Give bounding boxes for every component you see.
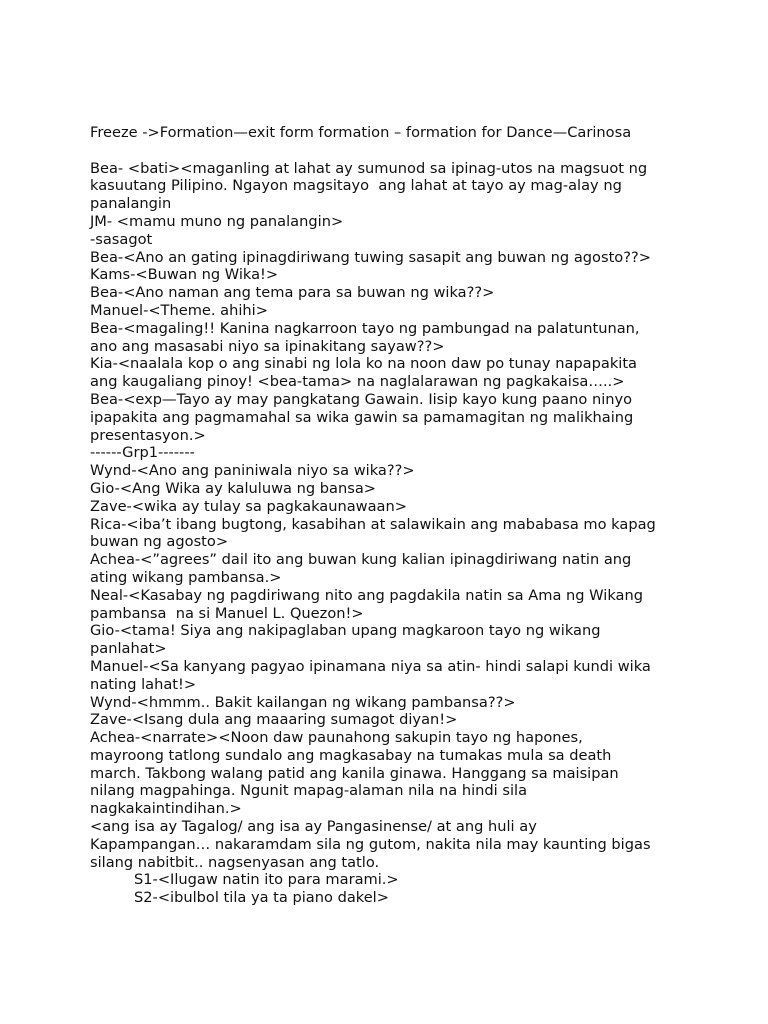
text-line: presentasyon.> bbox=[90, 426, 206, 444]
text-line: Zave-<wika ay tulay sa pagkakaunawaan> bbox=[90, 497, 407, 515]
text-line: Manuel-<Theme. ahihi> bbox=[90, 301, 268, 319]
text-line: Bea-<Ano naman ang tema para sa buwan ng wika??> bbox=[90, 284, 495, 302]
text-line: Bea- <bati><maganling at lahat ay sumunod sa ipinag-utos na magsuot ng bbox=[90, 159, 648, 177]
text-line: pambansa na si Manuel L. Quezon!> bbox=[90, 604, 364, 622]
text-line: -sasagot bbox=[90, 230, 153, 248]
document-heading: Freeze ->Formation—exit form formation – formation for Dance—Carinosa bbox=[90, 124, 632, 141]
text-line: ipapakita ang pagmamahal sa wika gawin sa pamamagitan ng malikhaing bbox=[90, 408, 634, 426]
text-line: Bea-<exp—Tayo ay may pangkatang Gawain. Iisip kayo kung paano ninyo bbox=[90, 390, 633, 408]
text-line: Bea-<magaling!! Kanina nagkarroon tayo ng pambungad na palatuntunan, bbox=[90, 319, 640, 337]
text-line: JM- <mamu muno ng panalangin> bbox=[90, 212, 344, 230]
text-line: Gio-<Ang Wika ay kaluluwa ng bansa> bbox=[90, 479, 376, 497]
text-line: Rica-<iba’t ibang bugtong, kasabihan at salawikain ang mababasa mo kapag bbox=[90, 515, 656, 533]
text-line: Manuel-<Sa kanyang pagyao ipinamana niya sa atin- hindi salapi kundi wika bbox=[90, 657, 651, 675]
text-line: <ang isa ay Tagalog/ ang isa ay Pangasinense/ at ang huli ay bbox=[90, 818, 537, 836]
indented-dialogue bbox=[90, 871, 750, 907]
text-line: kasuutang Pilipino. Ngayon magsitayo ang lahat at tayo ay mag-alay ng bbox=[90, 177, 622, 195]
text-line: ano ang masasabi niyo sa ipinakitang sayaw??> bbox=[90, 337, 445, 355]
text-line: Kapampangan… nakaramdam sila ng gutom, nakita nila may kaunting bigas bbox=[90, 835, 651, 853]
text-line: Bea-<Ano an gating ipinagdiriwang tuwing sasapit ang buwan ng agosto??> bbox=[90, 248, 651, 266]
script-body bbox=[90, 160, 750, 872]
text-line: silang nabitbit.. nagsenyasan ang tatlo. bbox=[90, 853, 380, 871]
text-line: Achea-<”agrees” dail ito ang buwan kung kalian ipinagdiriwang natin ang bbox=[90, 551, 632, 569]
text-line: nating lahat!> bbox=[90, 675, 197, 693]
text-line: panlahat> bbox=[90, 640, 167, 658]
document-page bbox=[90, 124, 750, 907]
text-line: Neal-<Kasabay ng pagdiriwang nito ang pagdakila natin sa Ama ng Wikang bbox=[90, 586, 643, 604]
text-line: Gio-<tama! Siya ang nakipaglaban upang magkaroon tayo ng wikang bbox=[90, 622, 601, 640]
text-line: Wynd-<Ano ang paniniwala niyo sa wika??> bbox=[90, 462, 415, 480]
text-line: ating wikang pambansa.> bbox=[90, 568, 282, 586]
text-line: mayroong tatlong sundalo ang magkasabay na tumakas mula sa death bbox=[90, 746, 612, 764]
indented-text-line: S1-<Ilugaw natin ito para marami.> bbox=[134, 871, 399, 889]
text-line: ------Grp1------- bbox=[90, 444, 195, 462]
text-line: nagkakaintindihan.> bbox=[90, 800, 242, 818]
text-line: panalangin bbox=[90, 195, 172, 213]
indented-text-line: S2-<ibulbol tila ya ta piano dakel> bbox=[134, 889, 389, 907]
text-line: nilang magpahinga. Ngunit mapag-alaman nila na hindi sila bbox=[90, 782, 528, 800]
text-line: Achea-<narrate><Noon daw paunahong sakupin tayo ng hapones, bbox=[90, 729, 583, 747]
text-line: march. Takbong walang patid ang kanila ginawa. Hanggang sa maisipan bbox=[90, 764, 619, 782]
text-line: Zave-<Isang dula ang maaaring sumagot diyan!> bbox=[90, 711, 458, 729]
text-line: Wynd-<hmmm.. Bakit kailangan ng wikang pambansa??> bbox=[90, 693, 516, 711]
text-line: Kams-<Buwan ng Wika!> bbox=[90, 266, 279, 284]
text-line: buwan ng agosto> bbox=[90, 533, 229, 551]
text-line: ang kaugaliang pinoy! <bea-tama> na naglalarawan ng pagkakaisa…..> bbox=[90, 373, 625, 391]
text-line: Kia-<naalala kop o ang sinabi ng lola ko na noon daw po tunay napapakita bbox=[90, 355, 637, 373]
